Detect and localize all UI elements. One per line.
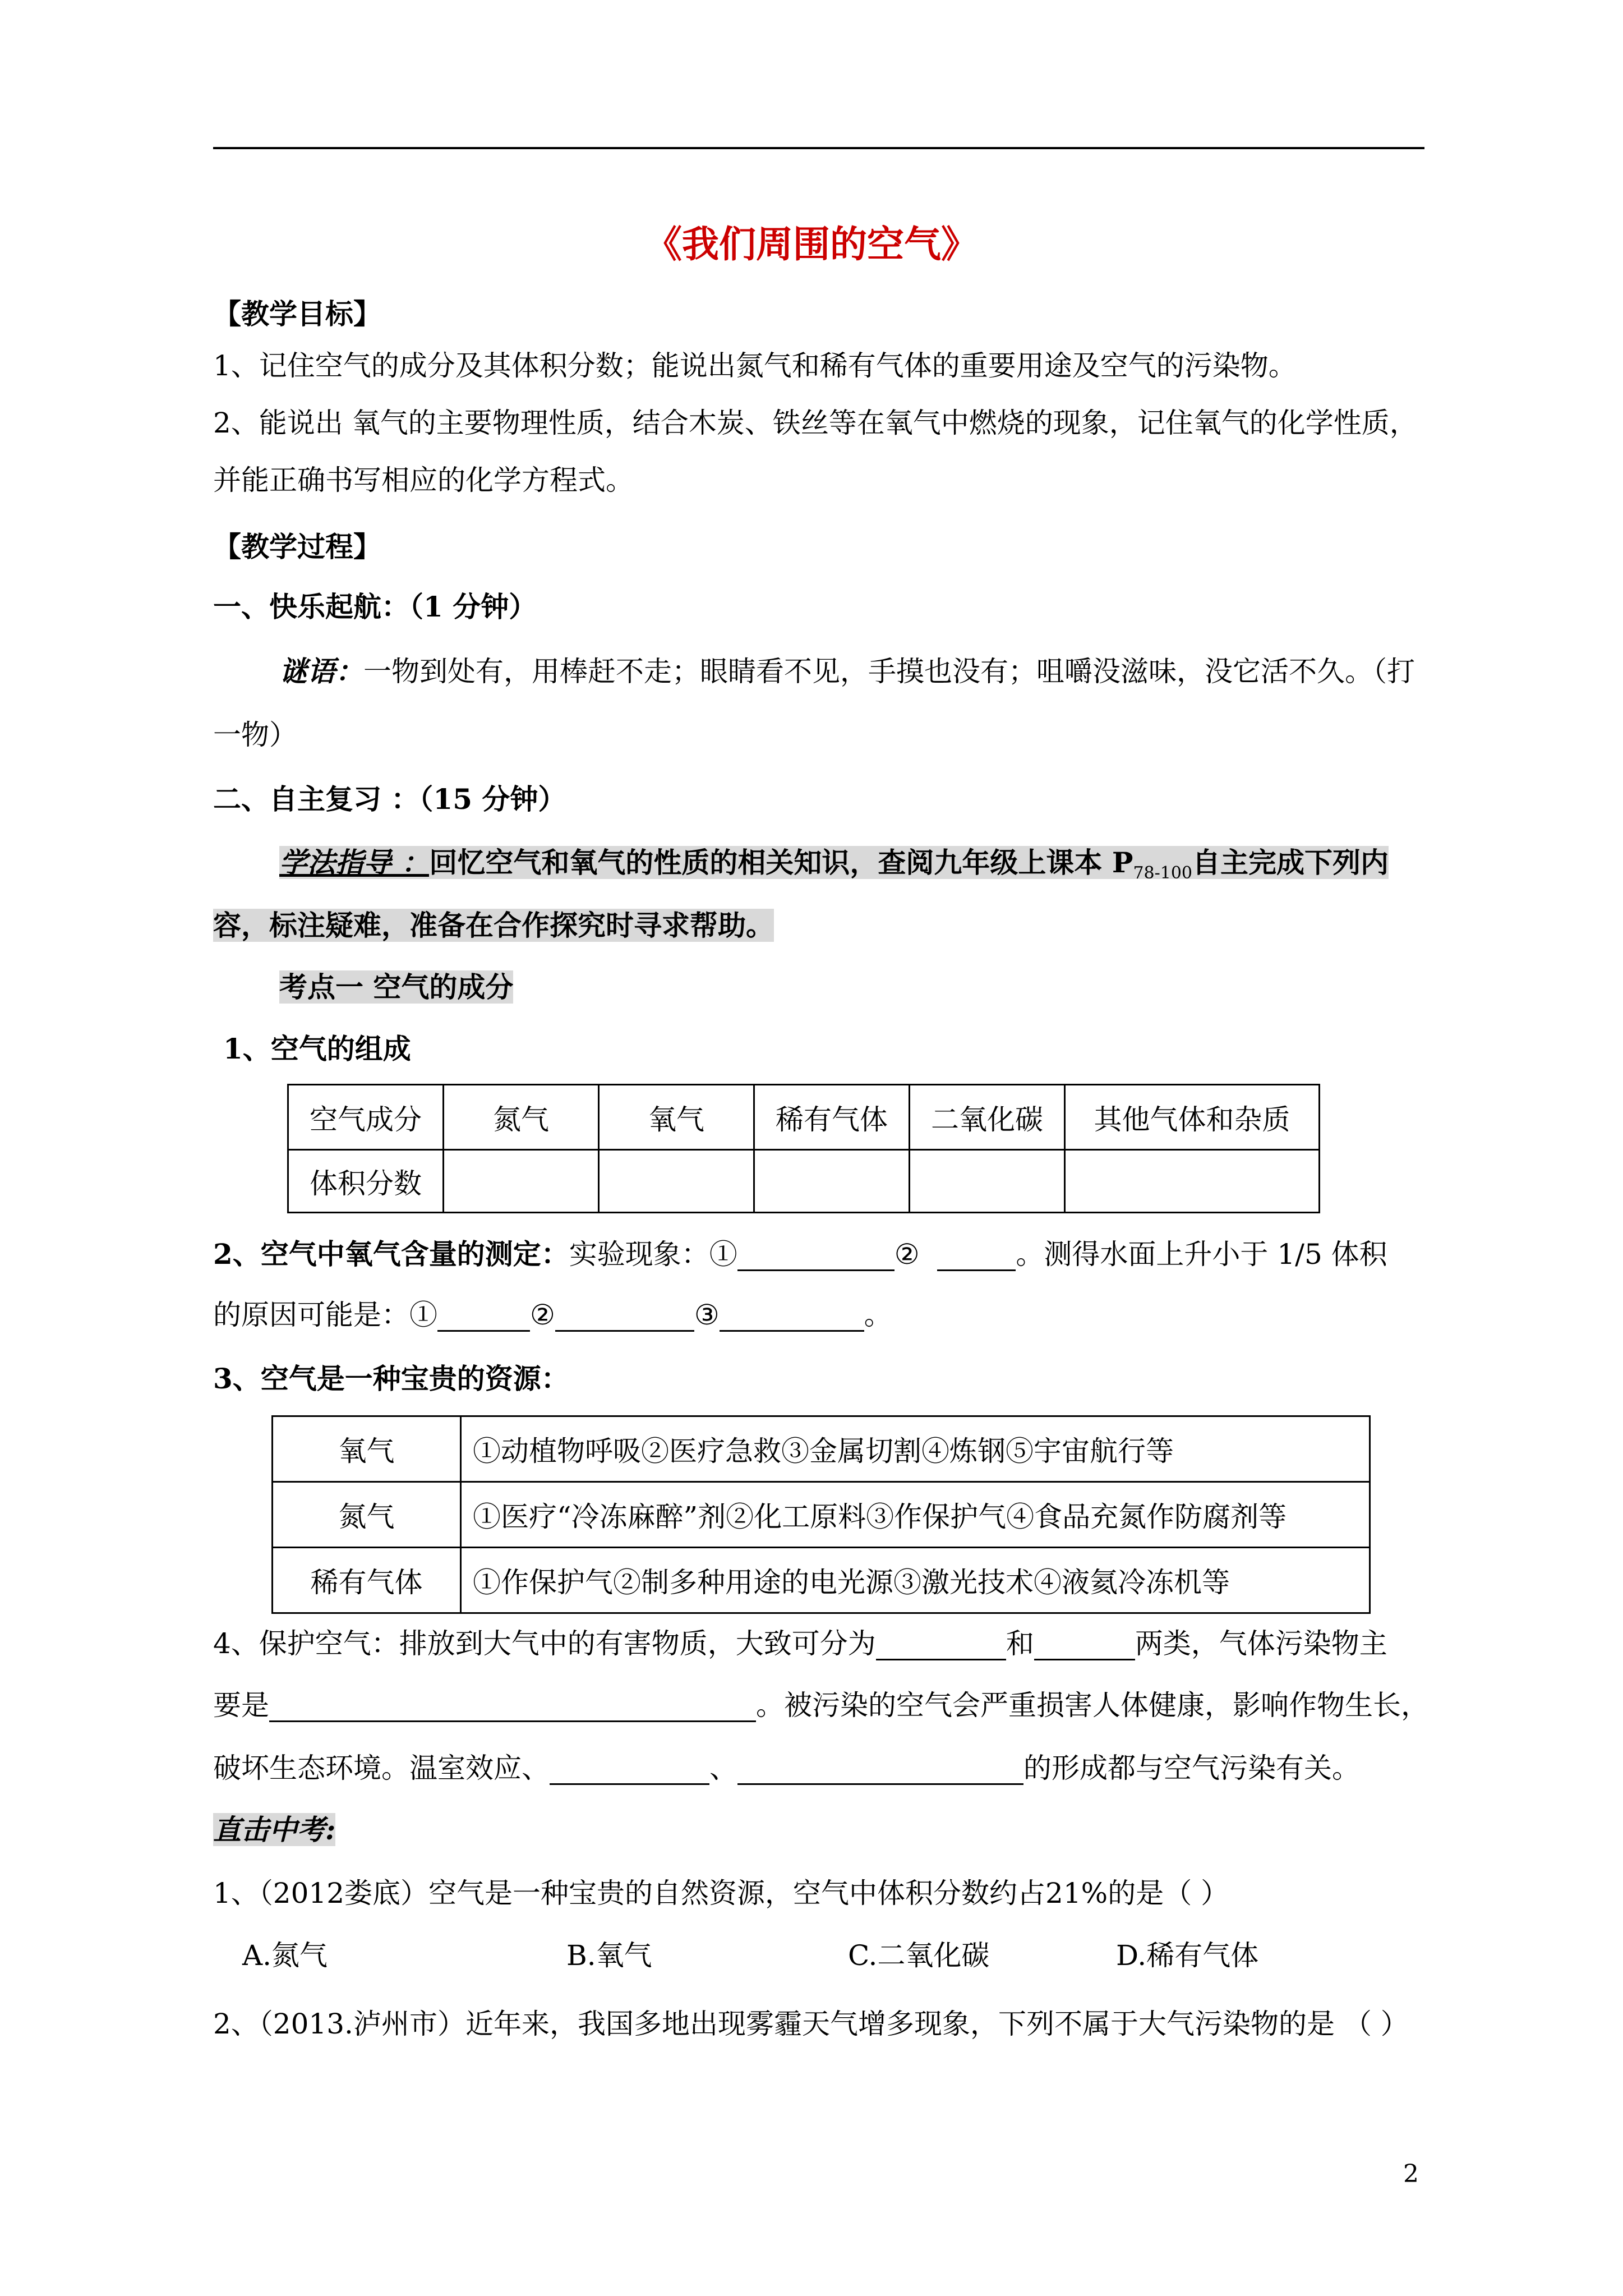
process-heading: 【教学过程】: [213, 530, 381, 563]
option-b[interactable]: B.氧气: [566, 1939, 652, 1972]
protect-air-text-a: 4、保护空气：排放到大气中的有害物质，大致可分为: [213, 1627, 876, 1660]
option-c[interactable]: C.二氧化碳: [848, 1939, 990, 1972]
header-rule: [213, 147, 1424, 149]
exam-question-2: 2、（2013.泸州市）近年来，我国多地出现雾霾天气增多现象，下列不属于大气污染物的是 （ ）: [213, 2008, 1409, 2040]
study-guide-text: [429, 846, 1389, 883]
option-a[interactable]: A.氮气: [242, 1939, 328, 1972]
gas-name-cell: 氮气: [273, 1482, 461, 1548]
answer-blank[interactable]: [555, 1303, 694, 1332]
composition-header-cell: 其他气体和杂质: [1065, 1085, 1320, 1150]
protect-air-text-e: 。被污染的空气会严重损害人体健康，影响作物生长，: [756, 1689, 1429, 1722]
study-guide-cont-line: [213, 909, 774, 942]
composition-answer-cell[interactable]: [754, 1150, 910, 1213]
reason-label: 的原因可能是：①: [213, 1299, 437, 1331]
exam-heading-line: [213, 1813, 335, 1847]
oxygen-reason-line: [213, 1298, 892, 1332]
protect-air-line-2: [213, 1688, 1429, 1722]
composition-header-cell: 空气成分: [288, 1085, 444, 1150]
composition-row-label: 体积分数: [288, 1150, 444, 1213]
answer-blank[interactable]: [876, 1632, 1006, 1660]
protect-air-text-d: 要是: [213, 1689, 269, 1722]
protect-air-text-g: 、: [709, 1752, 737, 1784]
goal-item-2: 2、能说出 氧气的主要物理性质，结合木炭、铁丝等在氧气中燃烧的现象，记住氧气的化学性质，: [213, 407, 1418, 439]
mark-2: ②: [894, 1238, 920, 1271]
answer-blank[interactable]: [437, 1303, 530, 1332]
protect-air-text-b: 和: [1006, 1627, 1034, 1660]
protect-air-text-c: 两类，气体污染物主: [1135, 1627, 1387, 1660]
exam-heading: 直击中考:: [213, 1813, 336, 1846]
composition-table: [287, 1084, 1320, 1213]
phenomenon-label: 实验现象：①: [569, 1238, 737, 1271]
kaodian-line: [279, 970, 513, 1004]
composition-answer-cell[interactable]: [1065, 1150, 1320, 1213]
composition-header-cell: 稀有气体: [754, 1085, 910, 1150]
goal-item-2-cont: 并能正确书写相应的化学方程式。: [213, 464, 634, 496]
answer-blank[interactable]: [737, 1756, 1023, 1785]
period: 。: [864, 1299, 892, 1331]
oxygen-measurement-label: 2、空气中氧气含量的测定：: [213, 1237, 569, 1271]
answer-blank[interactable]: [737, 1243, 895, 1271]
riddle-text: 一物到处有，用棒赶不走；眼睛看不见，手摸也没有；咀嚼没滋味，没它活不久。（打: [363, 655, 1415, 688]
study-guide-text-b: 自主完成下列内: [1192, 846, 1389, 879]
answer-blank[interactable]: [1034, 1632, 1135, 1660]
riddle-label: 谜语：: [279, 655, 363, 688]
part1-heading: 一、快乐起航：（1 分钟）: [213, 590, 537, 623]
gas-uses-cell: ①作保护气②制多种用途的电光源③激光技术④液氦冷冻机等: [461, 1548, 1370, 1613]
composition-header-cell: 氧气: [599, 1085, 754, 1150]
composition-header-cell: 氮气: [444, 1085, 599, 1150]
composition-header-cell: 二氧化碳: [910, 1085, 1065, 1150]
study-guide-cont: 容，标注疑难，准备在合作探究时寻求帮助。: [213, 909, 774, 942]
document-title: 《我们周围的空气》: [645, 222, 978, 266]
study-guide-line: [279, 846, 1389, 890]
study-guide-text-a: 回忆空气和氧气的性质的相关知识，查阅九年级上课本 P: [429, 846, 1133, 879]
answer-blank[interactable]: [550, 1756, 709, 1785]
option-d[interactable]: D.稀有气体: [1116, 1939, 1259, 1972]
goals-heading: 【教学目标】: [213, 297, 381, 330]
protect-air-line-3: [213, 1751, 1360, 1785]
gas-name-cell: 稀有气体: [273, 1548, 461, 1613]
answer-blank[interactable]: [937, 1243, 1016, 1271]
riddle-line: [279, 655, 1415, 688]
answer-blank[interactable]: [720, 1303, 864, 1332]
gas-uses-cell: ①动植物呼吸②医疗急救③金属切割④炼钢⑤宇宙航行等: [461, 1416, 1370, 1482]
mark-3: ③: [694, 1299, 720, 1331]
gas-name-cell: 氧气: [273, 1416, 461, 1482]
exam-question-1: 1、（2012娄底）空气是一种宝贵的自然资源，空气中体积分数约占21%的是（ ）: [213, 1877, 1229, 1910]
protect-air-text-h: 的形成都与空气污染有关。: [1023, 1752, 1360, 1784]
composition-answer-cell[interactable]: [444, 1150, 599, 1213]
answer-blank[interactable]: [269, 1694, 756, 1722]
study-guide-label: 学法指导 ：: [279, 846, 430, 879]
oxygen-measurement-tail: 。测得水面上升小于 1/5 体积: [1016, 1238, 1387, 1271]
gas-uses-table: [271, 1415, 1371, 1614]
resource-heading: 3、空气是一种宝贵的资源：: [213, 1362, 569, 1395]
gas-uses-cell: ①医疗“冷冻麻醉”剂②化工原料③作保护气④食品充氮作防腐剂等: [461, 1482, 1370, 1548]
oxygen-measurement-line: [213, 1237, 1387, 1271]
part2-heading: 二、自主复习 ：（15 分钟）: [213, 783, 566, 816]
page-number: 2: [1403, 2160, 1419, 2188]
goal-item-1: 1、记住空气的成分及其体积分数；能说出氮气和稀有气体的重要用途及空气的污染物。: [213, 349, 1297, 382]
riddle-cont: 一物）: [213, 719, 297, 751]
kaodian-heading: 考点一 空气的成分: [279, 970, 514, 1004]
composition-heading: 1、空气的组成: [223, 1032, 411, 1065]
protect-air-line-1: [213, 1627, 1387, 1660]
mark-2: ②: [530, 1299, 555, 1331]
composition-answer-cell[interactable]: [599, 1150, 754, 1213]
protect-air-text-f: 破坏生态环境。温室效应、: [213, 1752, 550, 1784]
page-range: 78-100: [1133, 863, 1193, 883]
composition-answer-cell[interactable]: [910, 1150, 1065, 1213]
